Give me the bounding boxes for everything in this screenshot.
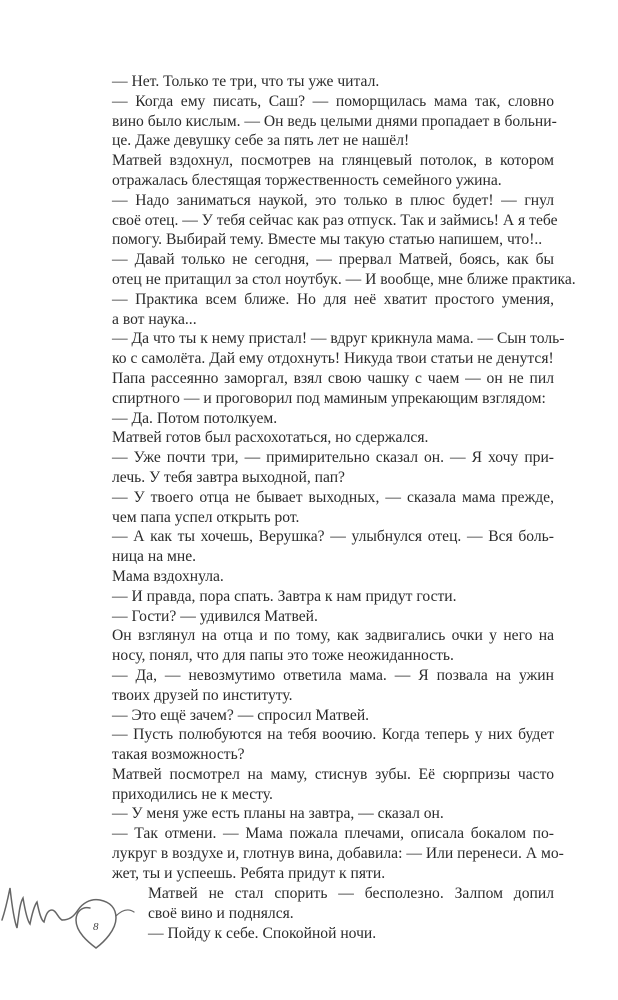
paragraph: [112, 369, 554, 409]
paragraph: [148, 924, 554, 944]
paragraph: [112, 567, 554, 587]
paragraph: [112, 151, 554, 191]
text-line: — Пойду к себе. Спокойной ночи.: [148, 924, 377, 942]
paragraph: [112, 824, 564, 883]
text-line: — Так отмени. — Мама пожала плечами, описала бокалом по-: [112, 825, 554, 843]
paragraph: [112, 607, 554, 627]
text-line: Мама вздохнула.: [112, 567, 224, 585]
text-line: вино было кислым. — Он ведь целыми днями пропадает в больни-: [112, 112, 557, 130]
text-line: отражалась блестящая торжественность семейного ужина.: [112, 171, 502, 189]
paragraph: [112, 527, 554, 567]
paragraph: [112, 92, 557, 151]
text-line: приходились не к месту.: [112, 785, 273, 803]
paragraph: [112, 290, 554, 330]
text-line: — А как ты хочешь, Верушка? — улыбнулся отец. — Вся боль-: [112, 528, 554, 546]
text-line: Матвей не стал спорить — бесполезно. Залпом допил: [148, 885, 554, 902]
paragraph: [112, 765, 554, 805]
paragraph: [112, 804, 554, 824]
text-line: лечь. У тебя завтра выходной, пап?: [112, 468, 345, 486]
paragraph: [112, 626, 554, 666]
text-line: — Уже почти три, — примирительно сказал он. — Я хочу при-: [112, 449, 554, 467]
text-line: твоих друзей по институту.: [112, 686, 293, 704]
text-line: — Практика всем ближе. Но для неё хватит простого умения,: [112, 290, 554, 308]
paragraph: [112, 428, 554, 448]
text-line: — Надо заниматься наукой, это только в плюс будет! — гнул: [112, 191, 554, 209]
paragraph: [112, 666, 554, 706]
text-line: — Гости? — удивился Матвей.: [112, 607, 318, 625]
text-line: лукруг в воздухе и, глотнув вина, добавила: — Или перенеси. А мо-: [112, 845, 564, 863]
text-line: Матвей посмотрел на маму, стиснув зубы. Её сюрпризы часто: [112, 765, 554, 783]
text-line: — Нет. Только те три, что ты уже читал.: [112, 73, 380, 90]
text-line: — Давай только не сегодня, — прервал Матвей, боясь, как бы: [112, 251, 554, 269]
text-line: Матвей готов был расхохотаться, но сдержался.: [112, 429, 429, 447]
paragraph: [112, 191, 558, 250]
text-line: своё вино и поднялся.: [148, 904, 294, 922]
text-line: — У меня уже есть планы на завтра, — сказал он.: [112, 805, 444, 823]
text-line: — Пусть полюбуются на тебя воочию. Когда теперь у них будет: [112, 726, 554, 744]
text-line: — У твоего отца не бывает выходных, — сказала мама прежде,: [112, 488, 554, 506]
text-line: жет, ты и успеешь. Ребята придут к пяти.: [112, 864, 386, 882]
text-line: Папа рассеянно заморгал, взял свою чашку с чаем — он не пил: [112, 369, 554, 387]
page-number: 8: [93, 921, 99, 933]
text-line: чем папа успел открыть рот.: [112, 508, 300, 526]
paragraph: [112, 725, 554, 765]
narrow-text-block: [148, 884, 554, 943]
paragraph: [112, 448, 554, 488]
heartbeat-heart-ornament: [0, 858, 150, 958]
text-line: — Да. Потом потолкуем.: [112, 409, 278, 427]
paragraph: [148, 884, 554, 924]
paragraph: [112, 587, 554, 607]
text-line: Он взглянул на отца и по тому, как задвигались очки у него на: [112, 627, 554, 645]
main-text-block: [112, 72, 576, 884]
text-line: ко с самолёта. Дай ему отдохнуть! Никуда твои статьи не денутся!: [112, 350, 554, 368]
text-line: спиртного — и проговорил под маминым упрекающим взглядом:: [112, 389, 546, 407]
text-line: — И правда, пора спать. Завтра к нам придут гости.: [112, 587, 457, 605]
paragraph: [112, 329, 565, 369]
paragraph: [112, 409, 554, 429]
text-line: — Когда ему писать, Саш? — поморщилась мама так, словно: [112, 92, 554, 110]
text-line: своё отец. — У тебя сейчас как раз отпуск. Так и займись! А я тебе: [112, 211, 558, 229]
text-line: помогу. Выбирай тему. Вместе мы такую статью напишем, что!..: [112, 231, 543, 249]
text-line: — Да, — невозмутимо ответила мама. — Я позвала на ужин: [112, 666, 554, 684]
paragraph: [112, 488, 554, 528]
paragraph: [112, 706, 554, 726]
text-line: Матвей вздохнул, посмотрев на глянцевый потолок, в котором: [112, 152, 554, 170]
text-line: а вот наука...: [112, 310, 197, 328]
text-line: такая возможность?: [112, 746, 245, 764]
paragraph: [112, 72, 554, 92]
paragraph: [112, 250, 576, 290]
text-line: це. Даже девушку себе за пять лет не нашёл!: [112, 132, 410, 150]
text-line: ница на мне.: [112, 548, 197, 566]
text-line: — Это ещё зачем? — спросил Матвей.: [112, 706, 370, 724]
text-line: отец не притащил за стол ноутбук. — И вообще, мне ближе практика.: [112, 270, 576, 288]
text-line: носу, понял, что для папы это тоже неожиданность.: [112, 647, 454, 665]
text-line: — Да что ты к нему пристал! — вдруг крикнула мама. — Сын толь-: [112, 330, 565, 348]
